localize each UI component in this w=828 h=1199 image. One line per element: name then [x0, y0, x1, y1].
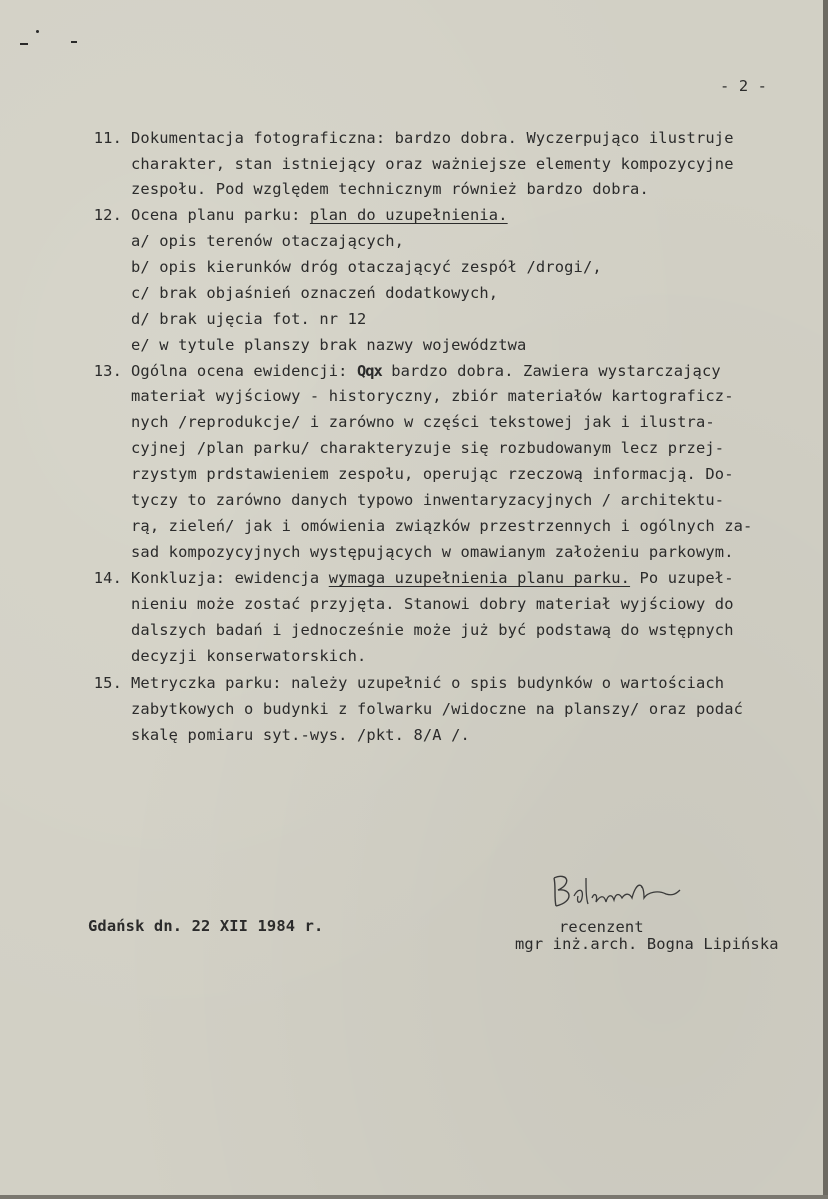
signature-drawing: [548, 868, 688, 916]
text-line: zabytkowych o budynki z folwarku /widoczne na planszy/ oraz podać: [131, 700, 744, 718]
text-line: decyzji konserwatorskich.: [131, 647, 367, 665]
text-line: materiał wyjściowy - historyczny, zbiór materiałów kartograficz-: [131, 387, 734, 405]
underlined-text: wymaga uzupełnienia planu parku.: [328, 569, 631, 587]
text-line: cyjnej /plan parku/ charakteryzuje się rozbudowanym lecz przej-: [131, 439, 725, 457]
text-line: nych /reprodukcje/ i zarówno w części tekstowej jak i ilustra-: [131, 413, 715, 431]
text-line: dalszych badań i jednocześnie może już być podstawą do wstępnych: [131, 621, 734, 639]
page-edge-bottom: [0, 1195, 828, 1199]
text-line: [131, 206, 508, 224]
page-edge-right: [823, 0, 828, 1199]
section-number: 13.: [93, 362, 122, 380]
underlined-text: plan do uzupełnienia.: [309, 206, 508, 224]
text-line: rzystym prdstawieniem zespołu, operując rzeczową informacją. Do-: [131, 465, 734, 483]
ink-speck: [71, 41, 77, 43]
reviewer-name: mgr inż.arch. Bogna Lipińska: [515, 935, 779, 953]
ink-speck: [36, 30, 39, 33]
text-line: Metryczka parku: należy uzupełnić o spis budynków o wartościach: [131, 674, 725, 692]
text-line: [131, 569, 734, 587]
page-number: - 2 -: [720, 77, 768, 95]
text-line: c/ brak objaśnień oznaczeń dodatkowych,: [131, 284, 499, 302]
text-line: zespołu. Pod względem technicznym również bardzo dobra.: [131, 180, 649, 198]
struck-text: Qqx: [356, 362, 382, 380]
text-segment: Ogólna ocena ewidencji:: [131, 362, 357, 380]
text-line: d/ brak ujęcia fot. nr 12: [131, 310, 367, 328]
text-line: tyczy to zarówno danych typowo inwentaryzacyjnych / architektu-: [131, 491, 725, 509]
text-line: rą, zieleń/ jak i omówienia związków przestrzennych i ogólnych za-: [131, 517, 753, 535]
section-number: 15.: [93, 674, 122, 692]
text-line: nieniu może zostać przyjęta. Stanowi dobry materiał wyjściowy do: [131, 595, 734, 613]
section-number: 14.: [93, 569, 122, 587]
text-line: e/ w tytule planszy brak nazwy województwa: [131, 336, 527, 354]
text-line: sad kompozycyjnych występujących w omawianym założeniu parkowym.: [131, 543, 734, 561]
text-segment: Konkluzja: ewidencja: [131, 569, 329, 587]
text-segment: Po uzupeł-: [630, 569, 734, 587]
text-segment: Ocena planu parku:: [131, 206, 310, 224]
text-line: [131, 362, 721, 380]
text-line: charakter, stan istniejący oraz ważniejsze elementy kompozycyjne: [131, 155, 734, 173]
text-segment: bardzo dobra. Zawiera wystarczający: [381, 362, 721, 380]
place-and-date: Gdańsk dn. 22 XII 1984 r.: [88, 917, 324, 935]
ink-speck: [20, 43, 28, 45]
section-number: 11.: [93, 129, 122, 147]
handwritten-signature: [548, 868, 688, 916]
text-line: a/ opis terenów otaczających,: [131, 232, 405, 250]
reviewer-role: recenzent: [559, 918, 644, 936]
text-line: skalę pomiaru syt.-wys. /pkt. 8/A /.: [131, 726, 470, 744]
text-line: Dokumentacja fotograficzna: bardzo dobra. Wyczerpująco ilustruje: [131, 129, 734, 147]
section-number: 12.: [93, 206, 122, 224]
text-line: b/ opis kierunków dróg otaczającyć zespół /drogi/,: [131, 258, 602, 276]
